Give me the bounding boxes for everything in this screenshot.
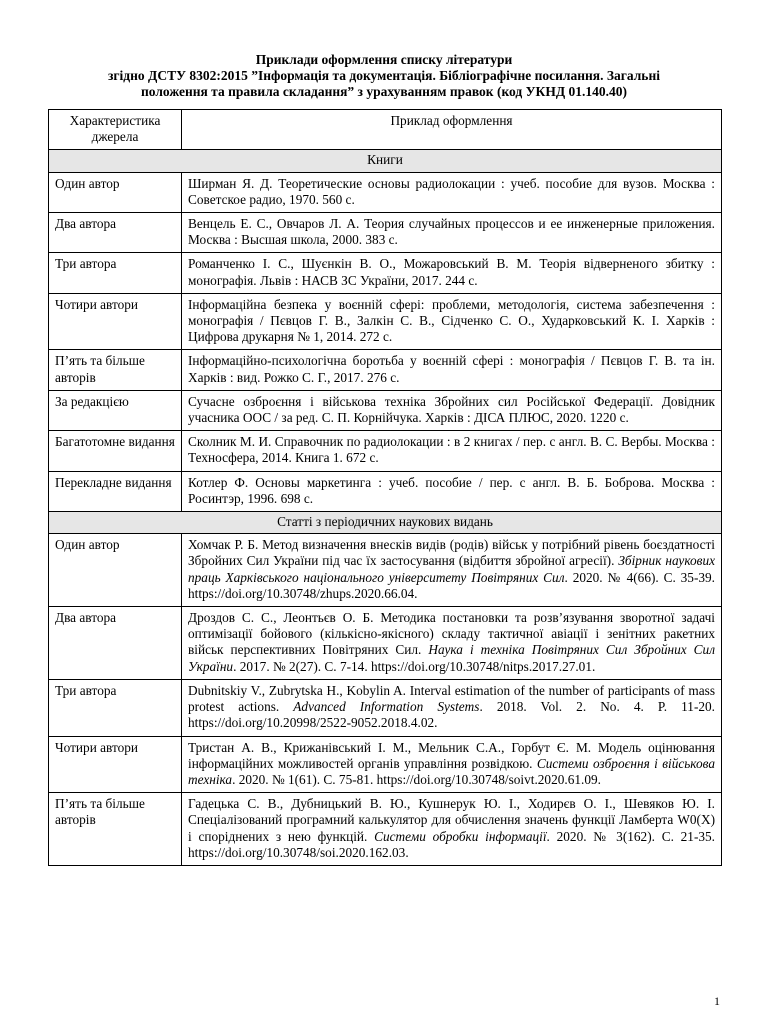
table-row: [49, 213, 722, 253]
example-text: [182, 607, 722, 680]
source-type: Два автора: [49, 607, 182, 680]
journal-title: Системи озброєння і військова техніка: [188, 755, 715, 787]
source-type: Три автора: [49, 253, 182, 293]
example-text: Венцель Е. С., Овчаров Л. А. Теория случайных процессов и ее инженерные приложения. Москва : Высшая школа, 2000. 383 с.: [182, 213, 722, 253]
example-imprint: . 2017. № 2(27). С. 7-14. https://doi.org/10.30748/nitps.2017.27.01.: [233, 658, 596, 674]
table-row: [49, 679, 722, 736]
example-text: Інформаційна безпека у воєнній сфері: проблеми, методологія, система забезпечення : монографія / Пєвцов Г. В., Залкін С. В., Сідченко С. О., Хударковський К. І. Харків : Цифрова друкарня № 1, 2014. 272 с.: [182, 293, 722, 350]
source-type: Чотири автори: [49, 736, 182, 793]
title-line-2: згідно ДСТУ 8302:2015 ”Інформація та документація. Бібліографічне посилання. Загальні: [108, 68, 660, 83]
table-row: [49, 471, 722, 511]
example-authors-title: Гадецька С. В., Дубницький В. Ю., Кушнерук Ю. І., Ходирєв О. І., Шевяков Ю. І. Спеціалізований програмний калькулятор для обчислення значень функції Ламберта W0(X) і споріднених з нею функцій.: [188, 796, 715, 844]
journal-title: Advanced Information Systems: [293, 699, 480, 715]
source-type: Чотири автори: [49, 293, 182, 350]
table-row: [49, 390, 722, 430]
example-imprint: . 2020. № 3(162). С. 21-35. https://doi.org/10.30748/soi.2020.162.03.: [188, 828, 715, 860]
example-imprint: . 2020. № 1(61). С. 75-81. https://doi.org/10.30748/soivt.2020.61.09.: [232, 771, 601, 787]
source-type: П’ять та більше авторів: [49, 793, 182, 866]
title-line-3: положення та правила складання” з урахуванням правок (код УКНД 01.140.40): [141, 84, 627, 99]
source-type: Два автора: [49, 213, 182, 253]
source-type: За редакцією: [49, 390, 182, 430]
example-text: Ширман Я. Д. Теоретические основы радиолокации : учеб. пособие для вузов. Москва : Советское радио, 1970. 560 с.: [182, 172, 722, 212]
bibliography-table: [48, 109, 722, 866]
source-type: П’ять та більше авторів: [49, 350, 182, 390]
example-text: [182, 793, 722, 866]
document-title: [40, 52, 728, 100]
example-text: Романченко І. С., Шуєнкін В. О., Можаровський В. М. Теорія відверненого збитку : монографія. Львів : НАСВ ЗС України, 2017. 244 с.: [182, 253, 722, 293]
example-authors-title: Дроздов С. С., Леонтьєв О. Б. Методика постановки та розв’язування зворотної задачі оптимізації бойового (кількісно-якісного) складу тактичної авіації і зенітних ракетних військ перспективних Повітряних Сил.: [188, 610, 715, 658]
source-type: Три автора: [49, 679, 182, 736]
example-text: [182, 679, 722, 736]
page-number: 1: [714, 994, 720, 1008]
example-text: Котлер Ф. Основы маркетинга : учеб. пособие / пер. с англ. В. Б. Боброва. Москва : Росинтэр, 1996. 698 с.: [182, 471, 722, 511]
source-type: Перекладне видання: [49, 471, 182, 511]
table-row: [49, 293, 722, 350]
example-text: Інформаційно-психологічна боротьба у воєнній сфері : монографія / Пєвцов Г. В. та ін. Харків : вид. Рожко С. Г., 2017. 276 с.: [182, 350, 722, 390]
table-row: [49, 793, 722, 866]
journal-title: Системи обробки інформації: [374, 828, 547, 844]
header-source-type: Характеристика джерела: [49, 110, 182, 150]
example-authors-title: Хомчак Р. Б. Метод визначення внесків видів (родів) військ у потрібний рівень боєздатності Збройних Сил України під час їх застосування (відбиття збройної агресії).: [188, 537, 715, 569]
table-row: [49, 431, 722, 471]
table-row: [49, 253, 722, 293]
example-text: Сколник М. И. Справочник по радиолокации : в 2 книгах / пер. с англ. В. С. Вербы. Москва : Техносфера, 2014. Книга 1. 672 с.: [182, 431, 722, 471]
journal-title: Наука і техніка Повітряних Сил Збройних Сил України: [188, 642, 715, 674]
table-row: [49, 534, 722, 607]
example-text: [182, 736, 722, 793]
table-row: [49, 350, 722, 390]
section-row-books: [49, 150, 722, 172]
example-text: Сучасне озброєння і військова техніка Збройних сил Російської Федерації. Довідник учасника ООС / за ред. С. П. Корнійчука. Харків : ДІСА ПЛЮС, 2020. 1220 с.: [182, 390, 722, 430]
table-row: [49, 172, 722, 212]
header-example: Приклад оформлення: [182, 110, 722, 150]
example-authors-title: Dubnitskiy V., Zubrytska H., Kobylin A. Interval estimation of the number of participants of mass protest actions.: [188, 682, 715, 715]
source-type: Один автор: [49, 534, 182, 607]
example-authors-title: Тристан А. В., Крижанівський І. М., Мельник С.А., Горбут Є. М. Модель оцінювання інформаційних можливостей органів управління розвідкою.: [188, 739, 715, 771]
example-text: [182, 534, 722, 607]
source-type: Один автор: [49, 172, 182, 212]
section-title-articles: Статті з періодичних наукових видань: [49, 512, 722, 534]
table-row: [49, 736, 722, 793]
section-title-books: Книги: [49, 150, 722, 172]
table-row: [49, 607, 722, 680]
table-header-row: [49, 110, 722, 150]
journal-title: Збірник наукових праць Харківського національного університету Повітряних Сил: [188, 553, 715, 585]
source-type: Багатотомне видання: [49, 431, 182, 471]
example-imprint: . 2020. № 4(66). С. 35-39. https://doi.org/10.30748/zhups.2020.66.04.: [188, 569, 715, 601]
title-line-1: Приклади оформлення списку літератури: [255, 52, 513, 67]
section-row-articles: [49, 512, 722, 534]
example-imprint: . 2018. Vol. 2. No. 4. P. 11-20. https://doi.org/10.20998/2522-9052.2018.4.02.: [188, 699, 715, 731]
